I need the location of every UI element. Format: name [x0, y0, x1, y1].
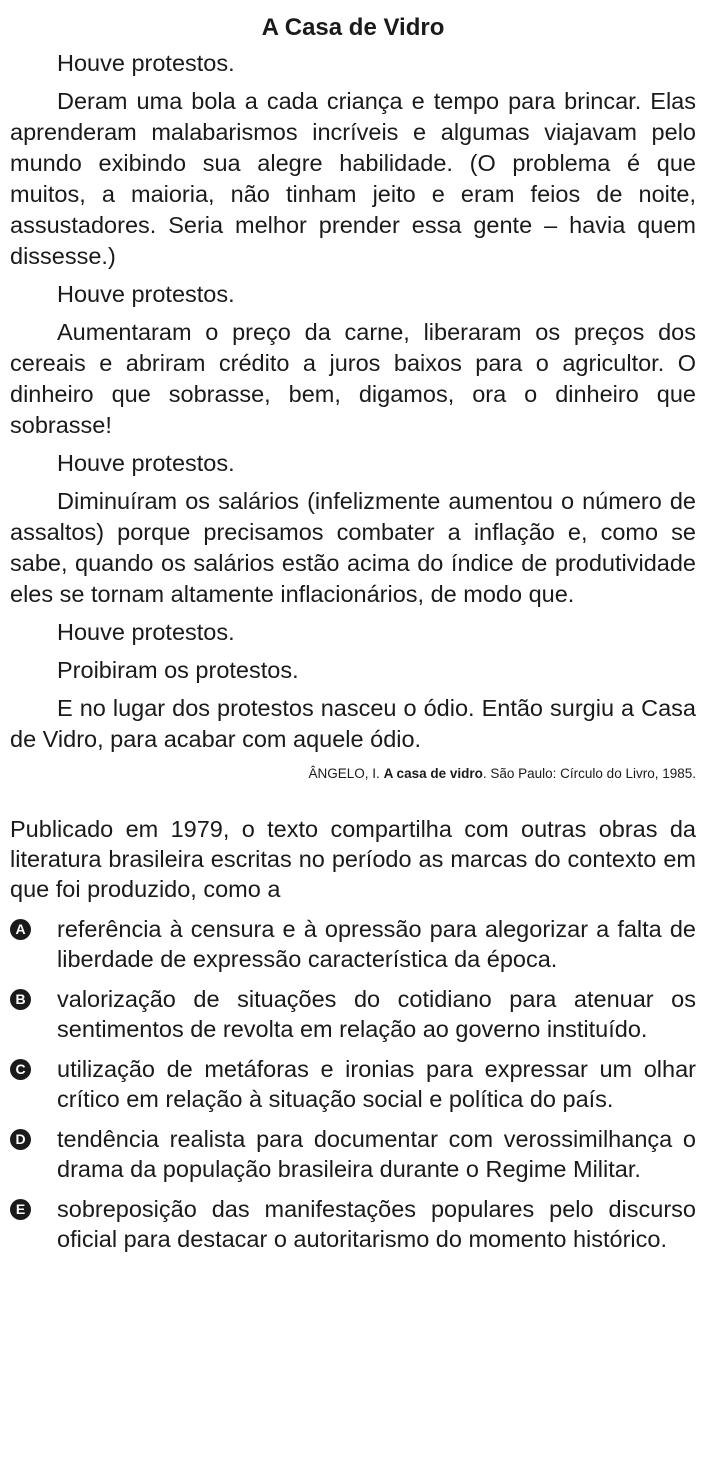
answer-options [10, 914, 696, 1254]
text-paragraph: Deram uma bola a cada criança e tempo para brincar. Elas aprenderam malabarismos incríveis e algumas viajavam pelo mundo exibindo sua alegre habilidade. (O problema é que muitos, a maioria, não tinham jeito e eram feios de noite, assustadores. Seria melhor prender essa gente – havia quem dissesse.) [10, 88, 696, 269]
option-a[interactable] [10, 914, 696, 974]
text-title: A Casa de Vidro [261, 14, 445, 41]
citation-work: A casa de vidro [383, 766, 483, 781]
option-b[interactable] [10, 984, 696, 1044]
source-citation: ÂNGELO, I. A casa de vidro. São Paulo: Círculo do Livro, 1985. [308, 766, 696, 781]
option-text: valorização de situações do cotidiano para atenuar os sentimentos de revolta em relação ao governo instituído. [57, 986, 696, 1042]
option-text: tendência realista para documentar com verossimilhança o drama da população brasileira durante o Regime Militar. [57, 1126, 696, 1182]
option-text: utilização de metáforas e ironias para expressar um olhar crítico em relação à situação social e política do país. [57, 1056, 696, 1112]
text-paragraph: Houve protestos. [57, 50, 235, 76]
text-paragraph: E no lugar dos protestos nasceu o ódio. Então surgiu a Casa de Vidro, para acabar com aquele ódio. [10, 695, 696, 752]
option-letter-badge: A [10, 919, 31, 940]
option-d[interactable] [10, 1124, 696, 1184]
citation-author: ÂNGELO, I. [308, 766, 380, 781]
text-paragraph: Houve protestos. [57, 619, 235, 645]
option-letter-badge: B [10, 989, 31, 1010]
text-paragraph: Diminuíram os salários (infelizmente aumentou o número de assaltos) porque precisamos combater a inflação e, como se sabe, quando os salários estão acima do índice de produtividade eles se tornam altamente inflacionários, de modo que. [10, 488, 696, 607]
option-letter-badge: D [10, 1129, 31, 1150]
text-paragraph: Houve protestos. [57, 450, 235, 476]
option-letter-badge: E [10, 1199, 31, 1220]
text-paragraph: Proibiram os protestos. [57, 657, 299, 683]
option-letter-badge: C [10, 1059, 31, 1080]
option-text: sobreposição das manifestações populares pelo discurso oficial para destacar o autoritarismo do momento histórico. [57, 1196, 696, 1252]
text-paragraph: Aumentaram o preço da carne, liberaram os preços dos cereais e abriram crédito a juros baixos para o agricultor. O dinheiro que sobrasse, bem, digamos, ora o dinheiro que sobrasse! [10, 319, 696, 438]
option-c[interactable] [10, 1054, 696, 1114]
citation-publisher: São Paulo: Círculo do Livro, 1985. [490, 766, 696, 781]
text-paragraph: Houve protestos. [57, 281, 235, 307]
option-e[interactable] [10, 1194, 696, 1254]
literary-text [10, 48, 696, 755]
question-stem: Publicado em 1979, o texto compartilha com outras obras da literatura brasileira escritas no período as marcas do contexto em que foi produzido, como a [10, 816, 696, 902]
option-text: referência à censura e à opressão para alegorizar a falta de liberdade de expressão característica da época. [57, 916, 696, 972]
exam-question [10, 10, 696, 1264]
